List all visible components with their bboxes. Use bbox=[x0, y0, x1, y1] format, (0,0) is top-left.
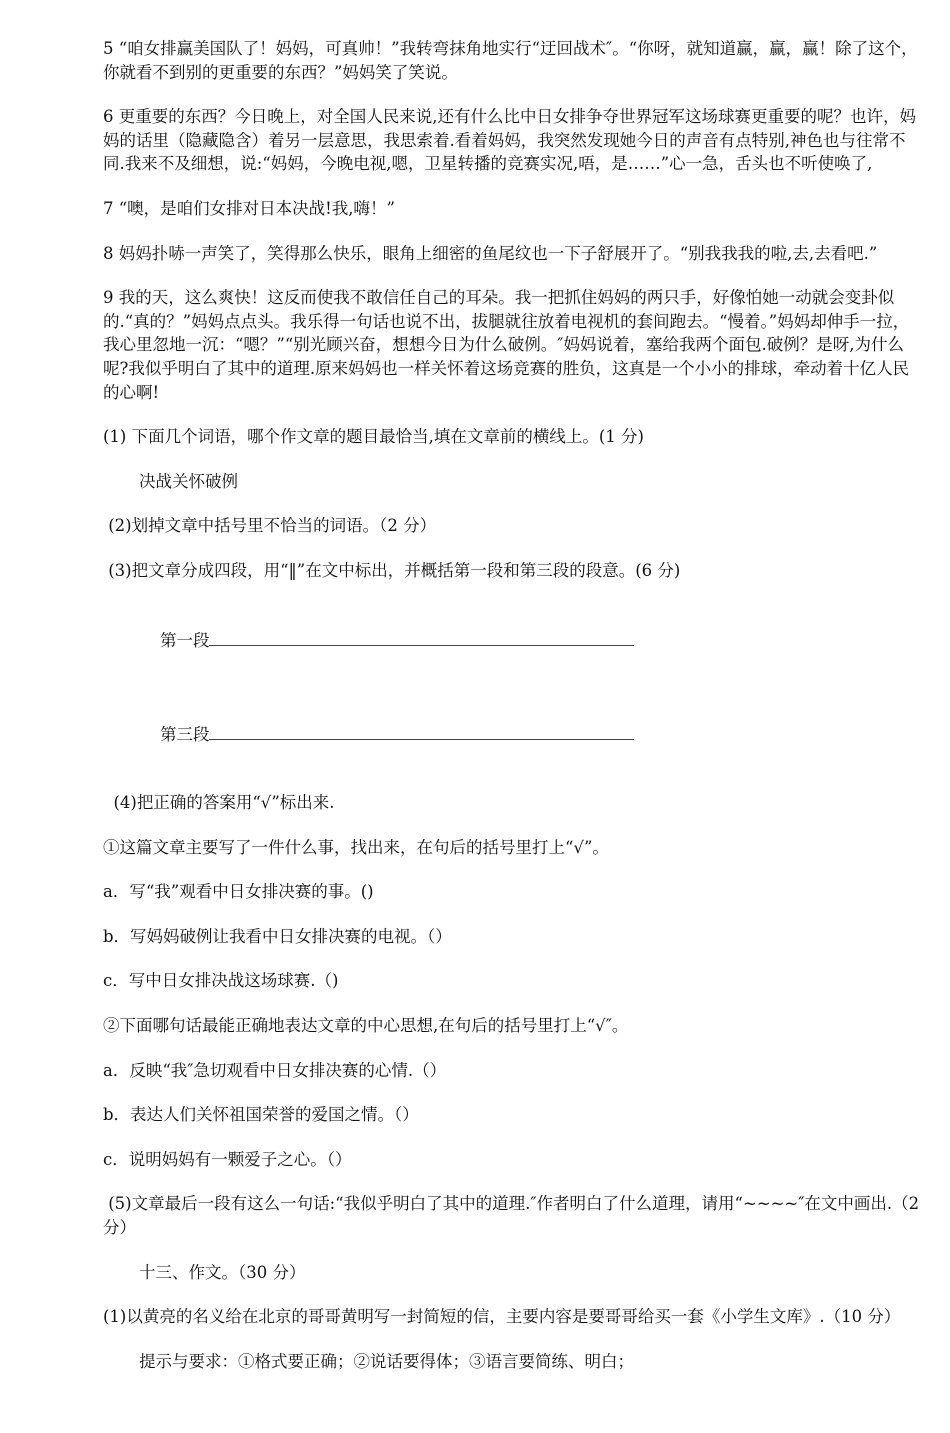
passage-paragraph-8: 8 妈妈扑哧一声笑了，笑得那么快乐，眼角上细密的鱼尾纹也一下子舒展开了。“别我我我的啦,去,去看吧.” bbox=[103, 243, 878, 263]
para1-label: 第一段 bbox=[159, 631, 210, 651]
question-4-sub1-option-a: a．写“我”观看中日女排决赛的事。() bbox=[103, 882, 374, 902]
question-4-sub1-option-b: b．写妈妈破例让我看中日女排决赛的电视。（） bbox=[103, 926, 452, 946]
question-4-sub2: ②下面哪句话最能正确地表达文章的中心思想,在句后的括号里打上“√″。 bbox=[103, 1016, 629, 1036]
passage-paragraph-7: 7 “噢，是咱们女排对日本决战!我,嗨！” bbox=[103, 198, 395, 218]
question-4-sub2-option-c: c．说明妈妈有一颗爱子之心。（） bbox=[103, 1149, 352, 1169]
passage-paragraph-9: 9 我的天，这么爽快！这反而使我不敢信任自己的耳朵。我一把抓住妈妈的两只手，好像怕她一动就会变卦似的.“真的？”妈妈点点头。我乐得一句话也说不出，拔腿就往放着电视机的套间跑去。“慢着。”妈妈却伸手一拉，我心里忽地一沉：“嗯？”“别光顾兴奋，想想今日为什么破例。″妈妈说着，塞给我两个面包.破例？是呀,为什么呢?我似乎明白了其中的道理.原来妈妈也一样关怀着这场竞赛的胜负，这真是一个小小的排球，牵动着十亿人民的心啊! bbox=[103, 288, 910, 402]
composition-task-1: (1)以黄亮的名义给在北京的哥哥黄明写一封简短的信，主要内容是要哥哥给买一套《小学生文库》.（10 分） bbox=[103, 1307, 901, 1327]
question-3-para3-line bbox=[103, 697, 921, 770]
question-1: (1) 下面几个词语，哪个作文章的题目最恰当,填在文章前的横线上。(1 分) bbox=[103, 427, 644, 447]
para1-answer-blank[interactable] bbox=[209, 627, 634, 646]
question-4-sub1-option-c: c．写中日女排决战这场球赛.（) bbox=[103, 971, 339, 991]
composition-heading: 十三、作文。（30 分） bbox=[139, 1262, 306, 1282]
question-4-sub1: ①这篇文章主要写了一件什么事，找出来，在句后的括号里打上“√”。 bbox=[103, 837, 609, 857]
para3-label: 第三段 bbox=[159, 724, 210, 744]
question-3: (3)把文章分成四段，用“‖”在文中标出，并概括第一段和第三段的段意。(6 分) bbox=[103, 560, 681, 580]
question-2: (2)划掉文章中括号里不恰当的词语。（2 分） bbox=[103, 516, 437, 536]
composition-hint: 提示与要求：①格式要正确；②说话要得体；③语言要简练、明白； bbox=[139, 1351, 634, 1371]
question-4-sub2-option-a: a．反映“我″急切观看中日女排决赛的心情.（） bbox=[103, 1060, 447, 1080]
para3-answer-blank[interactable] bbox=[209, 721, 634, 740]
question-1-word-options: 决战关怀破例 bbox=[139, 471, 238, 491]
question-3-para1-line bbox=[103, 604, 921, 677]
question-4: (4)把正确的答案用“√”标出来. bbox=[103, 793, 335, 813]
question-5: (5)文章最后一段有这么一句话:“我似乎明白了其中的道理.″作者明白了什么道理，请用“~~~~″在文中画出.（2 分） bbox=[103, 1194, 925, 1237]
passage-paragraph-5: 5 “咱女排赢美国队了！妈妈，可真帅！”我转弯抹角地实行“迂回战术″。“你呀，就知道赢，赢，赢！除了这个，你就看不到别的更重要的东西？”妈妈笑了笑说。 bbox=[103, 39, 918, 82]
exam-page bbox=[103, 37, 925, 1373]
question-4-sub2-option-b: b．表达人们关怀祖国荣誉的爱国之情。（） bbox=[103, 1105, 419, 1125]
passage-paragraph-6: 6 更重要的东西？今日晚上，对全国人民来说,还有什么比中日女排争夺世界冠军这场球赛更重要的呢？也许，妈妈的话里（隐藏隐含）着另一层意思，我思索着.看着妈妈，我突然发现她今日的声音有点特别,神色也与往常不同.我来不及细想，说:“妈妈，今晚电视,嗯，卫星转播的竞赛实况,唔，是……”心一急，舌头也不听使唤了, bbox=[103, 107, 916, 174]
